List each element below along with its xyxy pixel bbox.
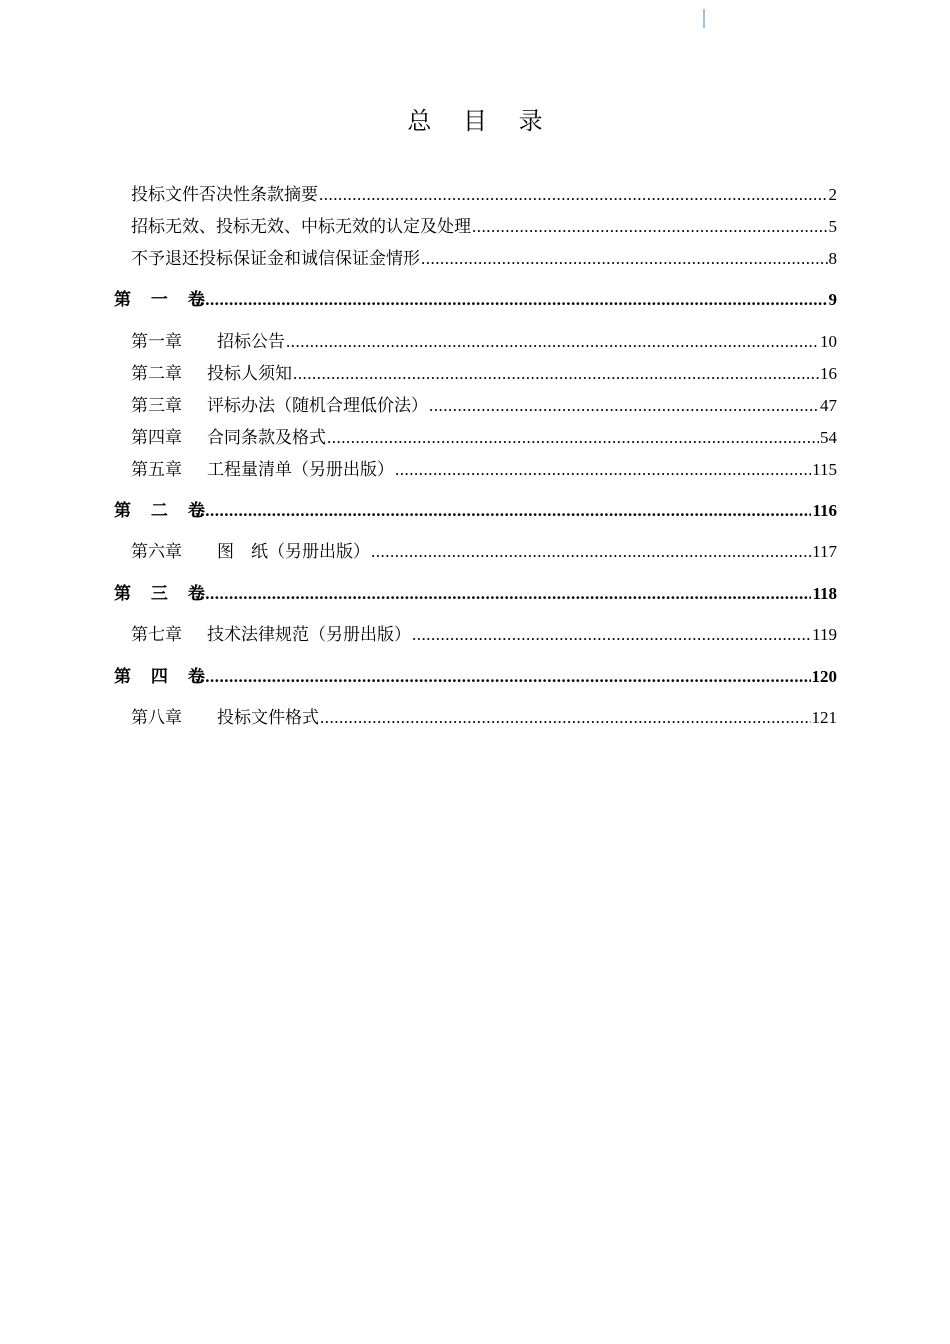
toc-volume-page: 120: [811, 667, 837, 686]
toc-chapter-label: 第八章: [131, 708, 182, 728]
toc-chapter-label: 第四章: [131, 428, 182, 448]
toc-volume-page: 116: [812, 501, 837, 520]
toc-volume-page: 118: [812, 584, 837, 603]
toc-chapter-label: 第二章: [131, 364, 182, 384]
toc-volume-1[interactable]: [114, 287, 837, 313]
toc-chapter-title: 工程量清单（另册出版）: [207, 460, 394, 480]
toc-volume-4[interactable]: [114, 664, 837, 690]
dot-leader: [371, 539, 811, 565]
toc-entry-page: 2: [828, 185, 837, 204]
dot-leader: [412, 622, 811, 648]
toc-chapter-page: 117: [812, 542, 837, 561]
toc-chapter-page: 16: [820, 364, 837, 383]
toc-chapter-label: 第三章: [131, 396, 182, 416]
toc-chapter-page: 47: [820, 396, 837, 415]
toc-title: 总 目 录: [407, 107, 555, 135]
toc-volume-label: 第 二 卷: [114, 501, 212, 521]
toc-entry-page: 8: [828, 249, 837, 268]
toc-chapter-2[interactable]: [131, 361, 837, 387]
toc-chapter-label: 第一章: [131, 332, 182, 352]
dot-leader: [319, 182, 828, 208]
toc-chapter-7[interactable]: [131, 622, 837, 648]
toc-chapter-page: 119: [812, 625, 837, 644]
dot-leader: [286, 329, 819, 355]
toc-chapter-title: 合同条款及格式: [207, 428, 326, 448]
toc-chapter-8[interactable]: [131, 705, 837, 731]
dot-leader: [472, 214, 828, 240]
toc-chapter-page: 121: [811, 708, 837, 727]
toc-volume-2[interactable]: [114, 498, 837, 524]
toc-entry-title: 招标无效、投标无效、中标无效的认定及处理: [131, 217, 471, 237]
dot-leader: [191, 287, 828, 313]
toc-chapter-4[interactable]: [131, 425, 837, 451]
toc-chapter-page: 115: [812, 460, 837, 479]
toc-chapter-label: 第六章: [131, 542, 182, 562]
toc-entry-title: 不予退还投标保证金和诚信保证金情形: [131, 249, 420, 269]
toc-chapter-title: 图 纸（另册出版）: [217, 542, 370, 562]
toc-volume-label: 第 三 卷: [114, 584, 212, 604]
dot-leader: [191, 581, 811, 607]
toc-chapter-5[interactable]: [131, 457, 837, 483]
toc-chapter-title: 技术法律规范（另册出版）: [207, 625, 411, 645]
toc-chapter-1[interactable]: [131, 329, 837, 355]
toc-chapter-title: 投标人须知: [207, 364, 292, 384]
toc-entry-summary[interactable]: [131, 182, 837, 208]
dot-leader: [421, 246, 828, 272]
dot-leader: [320, 705, 811, 731]
dot-leader: [327, 425, 819, 451]
toc-volume-label: 第 一 卷: [114, 290, 212, 310]
toc-chapter-title: 评标办法（随机合理低价法）: [207, 396, 428, 416]
dot-leader: [429, 393, 819, 419]
dot-leader: [191, 664, 811, 690]
dot-leader: [293, 361, 819, 387]
toc-volume-3[interactable]: [114, 581, 837, 607]
toc-entry-page: 5: [828, 217, 837, 236]
toc-volume-label: 第 四 卷: [114, 667, 212, 687]
toc-entry-invalid[interactable]: [131, 214, 837, 240]
toc-chapter-page: 54: [820, 428, 837, 447]
toc-chapter-label: 第七章: [131, 625, 182, 645]
dot-leader: [395, 457, 811, 483]
toc-chapter-title: 投标文件格式: [217, 708, 319, 728]
toc-chapter-page: 10: [820, 332, 837, 351]
toc-chapter-3[interactable]: [131, 393, 837, 419]
toc-chapter-label: 第五章: [131, 460, 182, 480]
dot-leader: [191, 498, 811, 524]
toc-chapter-6[interactable]: [131, 539, 837, 565]
toc-volume-page: 9: [828, 290, 837, 309]
toc-chapter-title: 招标公告: [217, 332, 285, 352]
toc-entry-title: 投标文件否决性条款摘要: [131, 185, 318, 205]
toc-entry-deposit[interactable]: [131, 246, 837, 272]
